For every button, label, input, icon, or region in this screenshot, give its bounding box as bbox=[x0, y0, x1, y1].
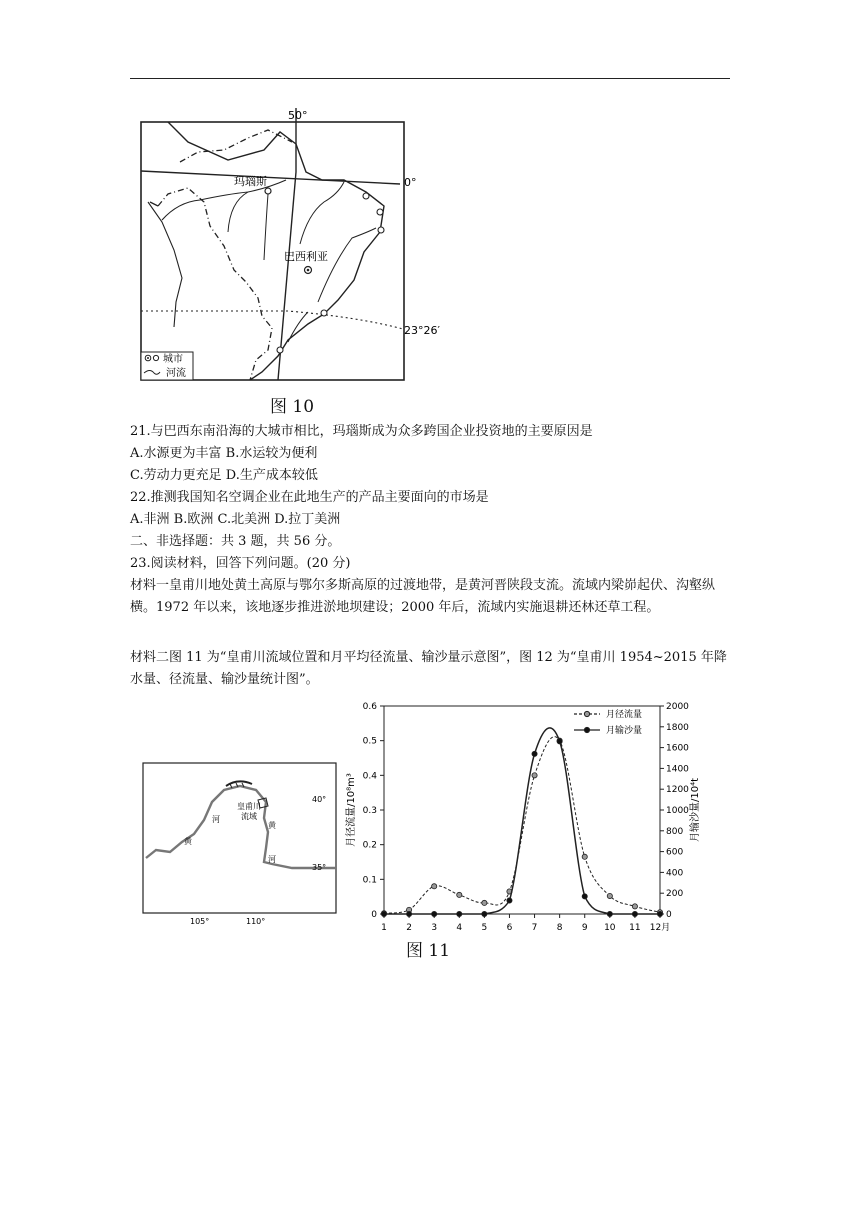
header-rule bbox=[130, 78, 730, 79]
river-char: 河 bbox=[212, 815, 220, 824]
y2-tick-label: 200 bbox=[666, 889, 684, 900]
y2-tick-label: 600 bbox=[666, 847, 684, 858]
data-point-series-2 bbox=[632, 911, 637, 916]
y2-tick-label: 1200 bbox=[666, 785, 689, 796]
y2-axis-label: 月输沙量/10⁴t bbox=[690, 777, 701, 843]
question-21-options-ab: A.水源更为丰富 B.水运较为便利 bbox=[130, 446, 318, 461]
x-tick-label: 4 bbox=[456, 923, 463, 933]
x-tick-label: 8 bbox=[556, 923, 563, 933]
data-point-series-1 bbox=[607, 893, 612, 898]
legend-city: 城市 bbox=[163, 354, 183, 365]
data-point-series-2 bbox=[607, 911, 612, 916]
basin-label-line1: 皇甫川 bbox=[237, 802, 261, 811]
tropic-label: 23°26′ bbox=[404, 324, 440, 337]
y-tick-label: 0.6 bbox=[362, 702, 377, 712]
coastal-city-marker bbox=[378, 227, 384, 233]
question-22-options: A.非洲 B.欧洲 C.北美洲 D.拉丁美洲 bbox=[130, 512, 341, 527]
y-tick-label: 0.2 bbox=[362, 840, 377, 851]
data-point-series-2 bbox=[532, 751, 537, 756]
data-point-series-1 bbox=[482, 900, 487, 905]
data-point-series-2 bbox=[657, 911, 662, 916]
data-point-series-2 bbox=[432, 911, 437, 916]
y2-tick-label: 2000 bbox=[666, 702, 689, 712]
coastal-city-marker bbox=[277, 347, 283, 353]
legend-marker bbox=[584, 711, 589, 716]
lat-35-label: 35° bbox=[312, 863, 327, 872]
y2-tick-label: 1000 bbox=[666, 806, 689, 816]
y2-tick-label: 1400 bbox=[666, 764, 689, 775]
city-manaus-marker bbox=[265, 188, 271, 194]
question-21-options-cd: C.劳动力更充足 D.生产成本较低 bbox=[130, 468, 318, 483]
data-point-series-1 bbox=[432, 884, 437, 889]
x-tick-label: 3 bbox=[431, 923, 438, 933]
y-tick-label: 0.3 bbox=[362, 806, 377, 816]
y-tick-label: 0.1 bbox=[362, 875, 377, 886]
data-point-series-1 bbox=[582, 854, 587, 859]
x-tick-label: 9 bbox=[581, 923, 588, 933]
data-point-series-2 bbox=[406, 911, 411, 916]
coastal-city-marker bbox=[321, 310, 327, 316]
y2-tick-label: 400 bbox=[666, 868, 684, 879]
longitude-label: 50° bbox=[288, 109, 308, 122]
question-23: 23.阅读材料，回答下列问题。(20 分) bbox=[130, 556, 351, 571]
data-point-series-1 bbox=[632, 904, 637, 909]
data-point-series-2 bbox=[582, 894, 587, 899]
lon-105-label: 105° bbox=[190, 917, 210, 926]
data-point-series-1 bbox=[457, 892, 462, 897]
basin-label-line2: 流域 bbox=[241, 812, 257, 821]
x-tick-label: 5 bbox=[481, 923, 488, 933]
figure-11-caption: 图 11 bbox=[406, 941, 451, 961]
y2-tick-label: 1600 bbox=[666, 743, 689, 754]
legend-marker bbox=[584, 727, 589, 732]
coastal-city-marker bbox=[377, 209, 383, 215]
data-point-series-1 bbox=[532, 773, 537, 778]
y-tick-label: 0.4 bbox=[362, 771, 377, 782]
data-point-series-2 bbox=[557, 739, 562, 744]
material-1: 材料一皇甫川地处黄土高原与鄂尔多斯高原的过渡地带，是黄河晋陕段支流。流域内梁峁起伏、沟壑纵横。1972 年以来，该地逐步推进淤地坝建设；2000 年后，流域内实施退耕还林还草工程。 bbox=[130, 578, 716, 615]
x-tick-label: 10 bbox=[604, 923, 616, 933]
x-tick-label: 6 bbox=[506, 923, 513, 933]
river-char: 黄 bbox=[268, 821, 276, 830]
y2-tick-label: 800 bbox=[666, 826, 684, 837]
city-brasilia-label: 巴西利亚 bbox=[284, 250, 328, 263]
figure-10-map bbox=[138, 102, 438, 402]
data-point-series-2 bbox=[381, 911, 386, 916]
data-point-series-2 bbox=[482, 911, 487, 916]
y2-tick-label: 0 bbox=[666, 910, 672, 920]
data-point-series-2 bbox=[457, 911, 462, 916]
equator-label: 0° bbox=[404, 176, 417, 189]
x-tick-label: 2 bbox=[406, 923, 412, 933]
river-char: 黄 bbox=[184, 837, 192, 846]
question-22: 22.推测我国知名空调企业在此地生产的产品主要面向的市场是 bbox=[130, 490, 489, 505]
material-2: 材料二图 11 为“皇甫川流域位置和月平均径流量、输沙量示意图”，图 12 为“皇甫川 1954~2015 年降水量、径流量、输沙量统计图”。 bbox=[130, 650, 727, 687]
y-tick-label: 0 bbox=[371, 910, 377, 920]
river-char: 河 bbox=[268, 855, 276, 864]
y-axis-label: 月径流量/10⁸m³ bbox=[346, 773, 357, 847]
x-tick-label: 12月 bbox=[649, 923, 671, 933]
x-tick-label: 1 bbox=[381, 923, 387, 933]
x-tick-label: 11 bbox=[629, 923, 641, 933]
lon-110-label: 110° bbox=[246, 917, 266, 926]
figure-10-caption: 图 10 bbox=[270, 397, 315, 417]
city-manaus-label: 玛瑙斯 bbox=[234, 175, 267, 188]
lat-40-label: 40° bbox=[312, 795, 327, 804]
figure-11-chart bbox=[342, 698, 702, 934]
plot-frame bbox=[384, 706, 660, 914]
figure-11-location-map bbox=[142, 762, 337, 926]
data-point-series-2 bbox=[507, 898, 512, 903]
section-2-heading: 二、非选择题：共 3 题，共 56 分。 bbox=[130, 534, 341, 549]
legend-river: 河流 bbox=[166, 368, 186, 379]
series-line-2 bbox=[384, 728, 660, 914]
x-tick-label: 7 bbox=[531, 923, 538, 933]
legend-label: 月径流量 bbox=[606, 710, 643, 720]
legend-label: 月输沙量 bbox=[606, 726, 643, 736]
coastal-city-marker bbox=[363, 193, 369, 199]
y2-tick-label: 1800 bbox=[666, 722, 689, 733]
y-tick-label: 0.5 bbox=[362, 736, 377, 747]
question-21: 21.与巴西东南沿海的大城市相比，玛瑙斯成为众多跨国企业投资地的主要原因是 bbox=[130, 424, 593, 439]
